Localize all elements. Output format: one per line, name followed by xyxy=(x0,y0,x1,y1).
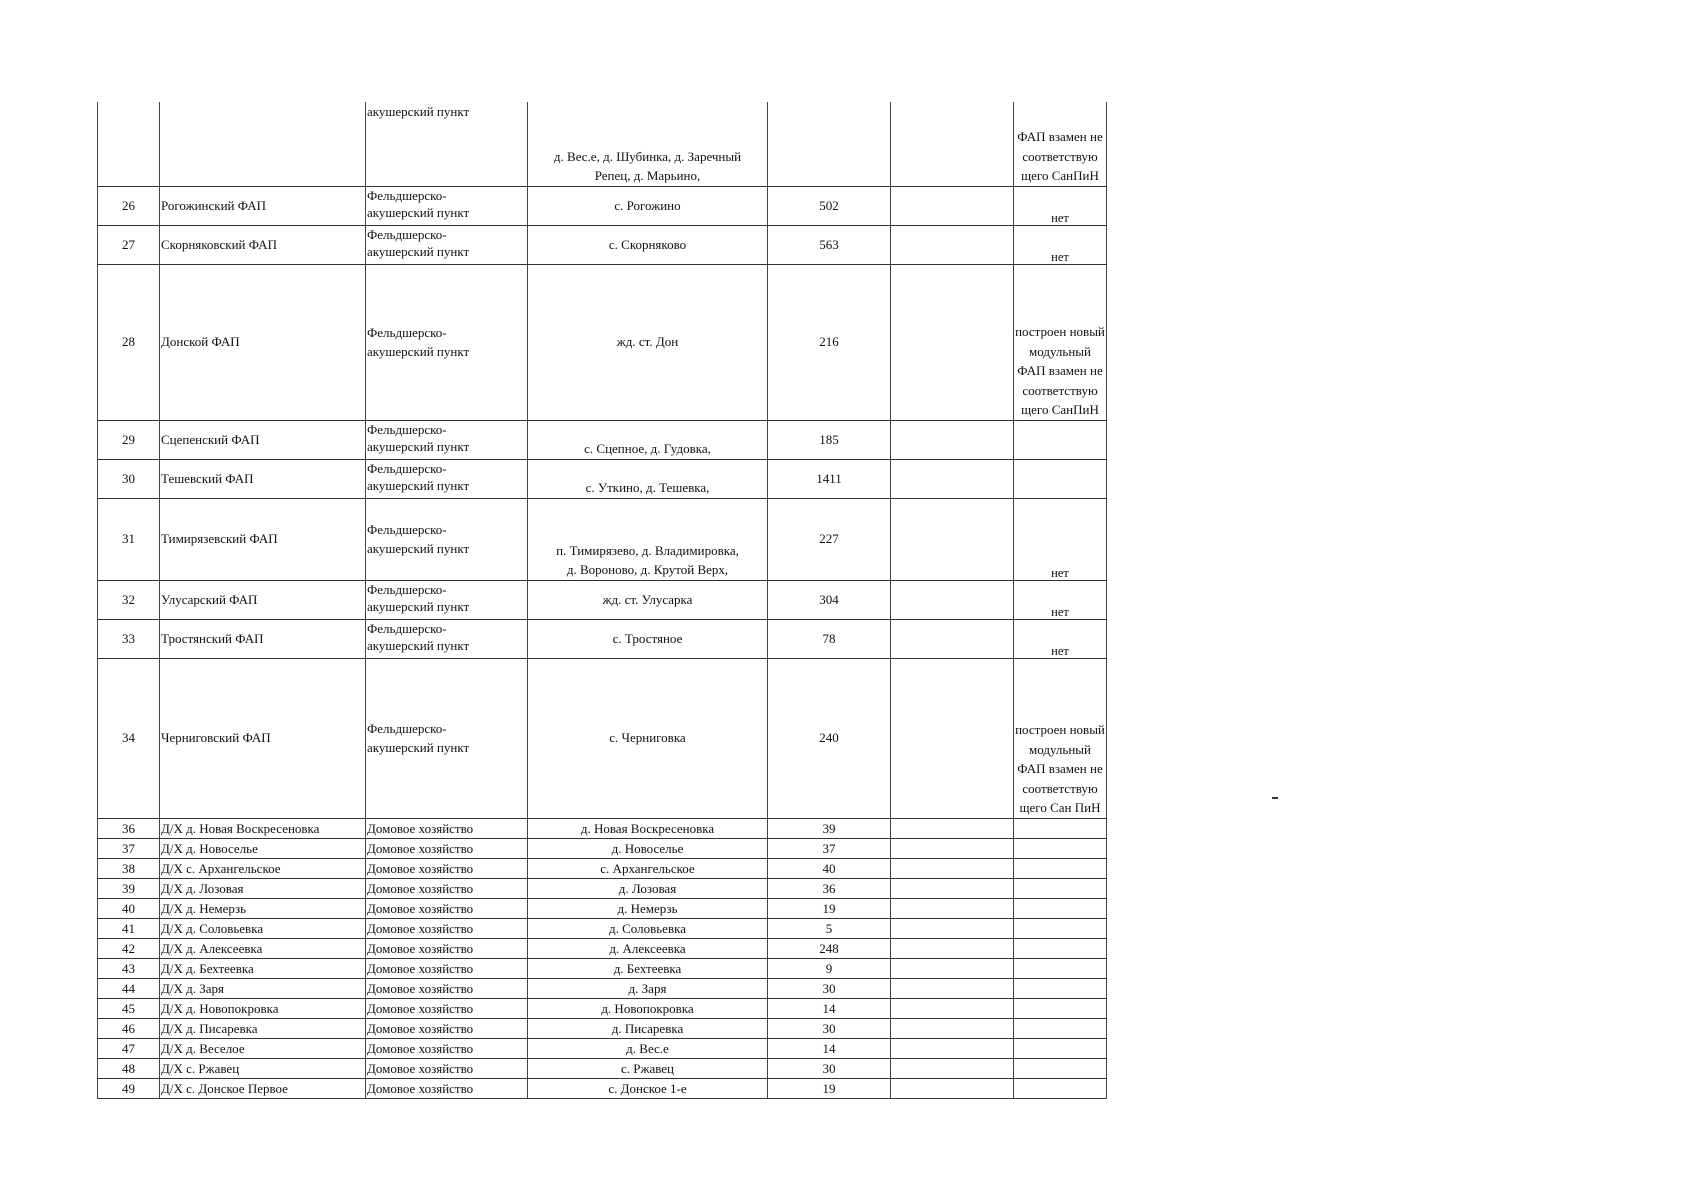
note xyxy=(1014,1058,1107,1078)
settlements: с. Архангельское xyxy=(528,858,768,878)
row-number: 27 xyxy=(98,225,160,264)
row-number: 43 xyxy=(98,958,160,978)
facility-name: Сцепенский ФАП xyxy=(160,420,366,459)
facility-type xyxy=(366,264,528,420)
row-number: 34 xyxy=(98,658,160,818)
note-line: нет xyxy=(1051,565,1069,580)
facility-type-line: акушерский пункт xyxy=(367,204,470,220)
facility-name: Д/Х д. Новопокровка xyxy=(160,998,366,1018)
note xyxy=(1014,818,1107,838)
population: 1411 xyxy=(768,459,891,498)
row-number: 47 xyxy=(98,1038,160,1058)
table-row xyxy=(98,918,1107,938)
settlement-line: с. Черниговка xyxy=(609,730,686,746)
table-row xyxy=(98,838,1107,858)
population: 37 xyxy=(768,838,891,858)
settlements xyxy=(528,264,768,420)
note xyxy=(1014,898,1107,918)
settlements: с. Донское 1-е xyxy=(528,1078,768,1098)
row-number: 48 xyxy=(98,1058,160,1078)
note-line: построен новый xyxy=(1015,324,1105,339)
population: 30 xyxy=(768,1018,891,1038)
facility-name: Тимирязевский ФАП xyxy=(160,498,366,580)
facility-type-line: Фельдшерско- xyxy=(367,720,447,736)
note-line: щего Сан ПиН xyxy=(1019,800,1101,815)
note-line: нет xyxy=(1051,210,1069,225)
facility-name: Д/Х д. Алексеевка xyxy=(160,938,366,958)
facility-name: Скорняковский ФАП xyxy=(160,225,366,264)
note xyxy=(1014,958,1107,978)
facility-name: Д/Х с. Ржавец xyxy=(160,1058,366,1078)
note xyxy=(1014,1018,1107,1038)
table-row xyxy=(98,580,1107,619)
empty-cell xyxy=(891,938,1014,958)
note xyxy=(1014,420,1107,459)
facility-type: Домовое хозяйство xyxy=(366,878,528,898)
note xyxy=(1014,102,1107,186)
facility-name: Д/Х д. Новоселье xyxy=(160,838,366,858)
table-row xyxy=(98,978,1107,998)
population: 36 xyxy=(768,878,891,898)
note-line: ФАП взамен не xyxy=(1017,761,1103,776)
note xyxy=(1014,838,1107,858)
facilities-table xyxy=(97,102,1107,1099)
settlement-line: с. Уткино, д. Тешевка, xyxy=(585,480,710,495)
population: 30 xyxy=(768,1058,891,1078)
settlements xyxy=(528,225,768,264)
table-row xyxy=(98,186,1107,225)
table-row xyxy=(98,459,1107,498)
settlements xyxy=(528,420,768,459)
table-row xyxy=(98,102,1107,186)
note xyxy=(1014,619,1107,658)
settlements: д. Соловьевка xyxy=(528,918,768,938)
facility-type-line: Фельдшерско- xyxy=(367,187,447,203)
table-row xyxy=(98,1078,1107,1098)
empty-cell xyxy=(891,818,1014,838)
facility-type: Домовое хозяйство xyxy=(366,998,528,1018)
row-number: 39 xyxy=(98,878,160,898)
note-line: модульный xyxy=(1029,741,1091,757)
note-line: нет xyxy=(1051,604,1069,619)
settlements: д. Немерзь xyxy=(528,898,768,918)
facility-name: Тростянский ФАП xyxy=(160,619,366,658)
population: 14 xyxy=(768,998,891,1018)
population: 304 xyxy=(768,580,891,619)
empty-cell xyxy=(891,878,1014,898)
settlements: с. Ржавец xyxy=(528,1058,768,1078)
facility-type xyxy=(366,186,528,225)
population: 19 xyxy=(768,898,891,918)
row-number: 33 xyxy=(98,619,160,658)
facility-type: Домовое хозяйство xyxy=(366,978,528,998)
population: 502 xyxy=(768,186,891,225)
facility-name: Д/Х д. Немерзь xyxy=(160,898,366,918)
note xyxy=(1014,938,1107,958)
settlements: д. Бехтеевка xyxy=(528,958,768,978)
settlement-line: п. Тимирязево, д. Владимировка, xyxy=(556,542,739,558)
settlements: д. Лозовая xyxy=(528,878,768,898)
facility-name: Рогожинский ФАП xyxy=(160,186,366,225)
settlement-line: д. Вес.е, д. Шубинка, д. Заречный xyxy=(553,148,742,164)
settlement-line: с. Скорняково xyxy=(608,236,687,252)
row-number: 37 xyxy=(98,838,160,858)
row-number: 31 xyxy=(98,498,160,580)
facility-type: Домовое хозяйство xyxy=(366,938,528,958)
facility-type xyxy=(366,420,528,459)
facility-name: Тешевский ФАП xyxy=(160,459,366,498)
empty-cell xyxy=(891,1078,1014,1098)
settlement-line: жд. ст. Дон xyxy=(616,334,679,350)
facility-name: Д/Х д. Веселое xyxy=(160,1038,366,1058)
facility-type-line: акушерский пункт xyxy=(367,740,470,755)
empty-cell xyxy=(891,619,1014,658)
empty-cell xyxy=(891,264,1014,420)
population: 240 xyxy=(768,658,891,818)
table-body xyxy=(98,102,1107,1098)
table-row xyxy=(98,498,1107,580)
note-line: построен новый xyxy=(1015,722,1105,737)
settlements: д. Новопокровка xyxy=(528,998,768,1018)
empty-cell xyxy=(891,580,1014,619)
table-row xyxy=(98,938,1107,958)
row-number: 28 xyxy=(98,264,160,420)
note xyxy=(1014,918,1107,938)
population: 185 xyxy=(768,420,891,459)
facility-type-line: акушерский пункт xyxy=(367,598,470,614)
empty-cell xyxy=(891,838,1014,858)
empty-cell xyxy=(891,225,1014,264)
note-line: соответствую xyxy=(1022,148,1098,164)
settlements: д. Писаревка xyxy=(528,1018,768,1038)
facility-type-line: Фельдшерско- xyxy=(367,324,447,340)
note xyxy=(1014,498,1107,580)
table-row xyxy=(98,658,1107,818)
facility-type: Домовое хозяйство xyxy=(366,818,528,838)
table-row xyxy=(98,858,1107,878)
facility-type xyxy=(366,225,528,264)
row-number xyxy=(98,102,160,186)
row-number: 38 xyxy=(98,858,160,878)
facility-type-line: Фельдшерско- xyxy=(367,226,447,242)
settlements xyxy=(528,580,768,619)
note-line: ФАП взамен не xyxy=(1017,129,1103,144)
empty-cell xyxy=(891,459,1014,498)
note xyxy=(1014,998,1107,1018)
facility-type: Домовое хозяйство xyxy=(366,1038,528,1058)
empty-cell xyxy=(891,1058,1014,1078)
empty-cell xyxy=(891,186,1014,225)
settlement-line: с. Рогожино xyxy=(614,197,681,213)
empty-cell xyxy=(891,978,1014,998)
empty-cell xyxy=(891,102,1014,186)
table-row xyxy=(98,958,1107,978)
settlements xyxy=(528,102,768,186)
population: 40 xyxy=(768,858,891,878)
note-line: нет xyxy=(1051,249,1069,264)
facility-type-line: Фельдшерско- xyxy=(367,620,447,636)
empty-cell xyxy=(891,1018,1014,1038)
population: 248 xyxy=(768,938,891,958)
facility-type xyxy=(366,102,528,186)
facility-type xyxy=(366,658,528,818)
note xyxy=(1014,978,1107,998)
population xyxy=(768,102,891,186)
note xyxy=(1014,186,1107,225)
empty-cell xyxy=(891,420,1014,459)
note-line: ФАП взамен не xyxy=(1017,363,1103,378)
table-row xyxy=(98,898,1107,918)
facility-type-line: акушерский пункт xyxy=(367,344,470,359)
settlements: д. Заря xyxy=(528,978,768,998)
row-number: 46 xyxy=(98,1018,160,1038)
empty-cell xyxy=(891,898,1014,918)
note xyxy=(1014,264,1107,420)
note xyxy=(1014,580,1107,619)
note-line: соответствую xyxy=(1022,780,1098,796)
note-line: щего СанПиН xyxy=(1021,168,1099,183)
table-row xyxy=(98,420,1107,459)
table-row xyxy=(98,619,1107,658)
row-number: 26 xyxy=(98,186,160,225)
facility-type xyxy=(366,459,528,498)
facility-type-line: акушерский пункт xyxy=(367,243,470,259)
settlement-line: жд. ст. Улусарка xyxy=(602,591,693,607)
facility-name: Д/Х д. Писаревка xyxy=(160,1018,366,1038)
facility-type-line: Фельдшерско- xyxy=(367,581,447,597)
facility-type: Домовое хозяйство xyxy=(366,838,528,858)
settlements: д. Алексеевка xyxy=(528,938,768,958)
empty-cell xyxy=(891,918,1014,938)
population: 14 xyxy=(768,1038,891,1058)
facility-name: Д/Х д. Соловьевка xyxy=(160,918,366,938)
facility-name: Д/Х д. Бехтеевка xyxy=(160,958,366,978)
table-row xyxy=(98,225,1107,264)
row-number: 42 xyxy=(98,938,160,958)
facility-name xyxy=(160,102,366,186)
empty-cell xyxy=(891,1038,1014,1058)
settlements xyxy=(528,619,768,658)
facility-type-line: акушерский пункт xyxy=(367,541,470,556)
facility-name: Д/Х с. Донское Первое xyxy=(160,1078,366,1098)
note xyxy=(1014,878,1107,898)
facility-type xyxy=(366,619,528,658)
row-number: 36 xyxy=(98,818,160,838)
row-number: 29 xyxy=(98,420,160,459)
population: 216 xyxy=(768,264,891,420)
note-line: модульный xyxy=(1029,343,1091,359)
facility-type: Домовое хозяйство xyxy=(366,898,528,918)
table-row xyxy=(98,1058,1107,1078)
note-line: нет xyxy=(1051,643,1069,658)
settlements xyxy=(528,186,768,225)
settlement-line: с. Сцепное, д. Гудовка, xyxy=(584,441,711,456)
facility-type: Домовое хозяйство xyxy=(366,958,528,978)
empty-cell xyxy=(891,998,1014,1018)
facility-name: Д/Х д. Новая Воскресеновка xyxy=(160,818,366,838)
settlements: д. Новоселье xyxy=(528,838,768,858)
note-line: щего СанПиН xyxy=(1021,402,1099,417)
empty-cell xyxy=(891,858,1014,878)
note xyxy=(1014,1078,1107,1098)
note xyxy=(1014,858,1107,878)
scan-speck xyxy=(1272,797,1278,799)
facility-type: Домовое хозяйство xyxy=(366,1078,528,1098)
facility-name: Д/Х с. Архангельское xyxy=(160,858,366,878)
facility-type xyxy=(366,580,528,619)
population: 563 xyxy=(768,225,891,264)
table-row xyxy=(98,818,1107,838)
facility-type xyxy=(366,498,528,580)
facility-type: Домовое хозяйство xyxy=(366,858,528,878)
row-number: 45 xyxy=(98,998,160,1018)
facility-name: Д/Х д. Лозовая xyxy=(160,878,366,898)
facility-name: Улусарский ФАП xyxy=(160,580,366,619)
note xyxy=(1014,225,1107,264)
settlement-line: Репец, д. Марьино, xyxy=(594,168,701,183)
settlements: д. Вес.е xyxy=(528,1038,768,1058)
note xyxy=(1014,1038,1107,1058)
facility-type-line: акушерский пункт xyxy=(367,438,470,454)
population: 9 xyxy=(768,958,891,978)
facility-type-line: акушерский пункт xyxy=(367,104,470,119)
table-row xyxy=(98,1018,1107,1038)
empty-cell xyxy=(891,658,1014,818)
row-number: 40 xyxy=(98,898,160,918)
facility-type-line: акушерский пункт xyxy=(367,637,470,653)
population: 30 xyxy=(768,978,891,998)
row-number: 30 xyxy=(98,459,160,498)
settlements xyxy=(528,459,768,498)
row-number: 44 xyxy=(98,978,160,998)
note xyxy=(1014,658,1107,818)
settlement-line: д. Вороново, д. Крутой Верх, xyxy=(566,562,729,577)
note xyxy=(1014,459,1107,498)
table-row xyxy=(98,1038,1107,1058)
row-number: 41 xyxy=(98,918,160,938)
population: 78 xyxy=(768,619,891,658)
facility-type: Домовое хозяйство xyxy=(366,1018,528,1038)
facility-name: Донской ФАП xyxy=(160,264,366,420)
population: 19 xyxy=(768,1078,891,1098)
table-row xyxy=(98,878,1107,898)
facility-type-line: Фельдшерско- xyxy=(367,521,447,537)
population: 5 xyxy=(768,918,891,938)
note-line: соответствую xyxy=(1022,382,1098,398)
population: 39 xyxy=(768,818,891,838)
facility-type: Домовое хозяйство xyxy=(366,1058,528,1078)
facility-name: Д/Х д. Заря xyxy=(160,978,366,998)
row-number: 49 xyxy=(98,1078,160,1098)
settlements xyxy=(528,498,768,580)
facility-type-line: Фельдшерско- xyxy=(367,421,447,437)
table-row xyxy=(98,998,1107,1018)
empty-cell xyxy=(891,498,1014,580)
settlements: д. Новая Воскресеновка xyxy=(528,818,768,838)
facility-type: Домовое хозяйство xyxy=(366,918,528,938)
population: 227 xyxy=(768,498,891,580)
settlements xyxy=(528,658,768,818)
facility-type-line: Фельдшерско- xyxy=(367,460,447,476)
row-number: 32 xyxy=(98,580,160,619)
facility-type-line: акушерский пункт xyxy=(367,477,470,493)
settlement-line: с. Тростяное xyxy=(612,630,683,646)
table-row xyxy=(98,264,1107,420)
facility-name: Черниговский ФАП xyxy=(160,658,366,818)
empty-cell xyxy=(891,958,1014,978)
